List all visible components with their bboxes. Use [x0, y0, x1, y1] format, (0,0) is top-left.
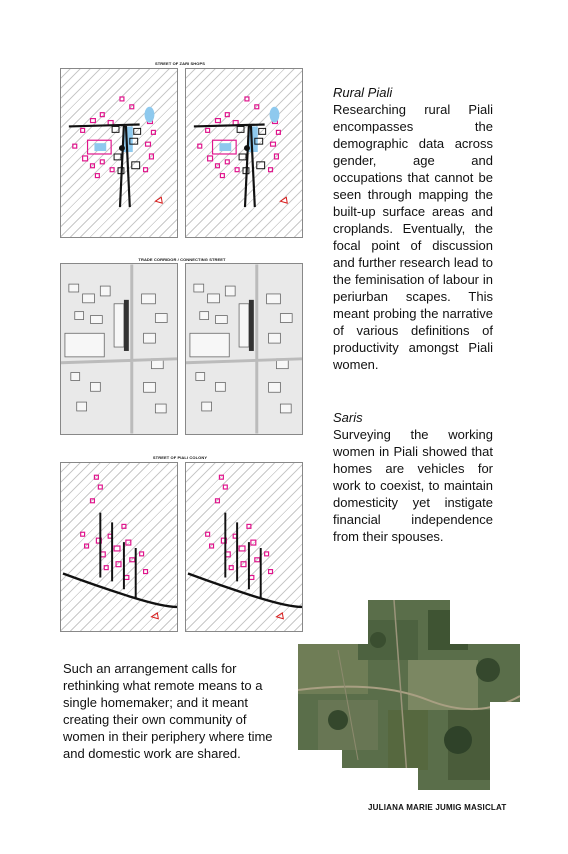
trade-map-1 [61, 264, 177, 434]
map-panel-zari-2 [185, 68, 303, 238]
colony-map-2 [186, 463, 302, 631]
map-panel-trade-2 [185, 263, 303, 435]
section-saris [333, 409, 493, 545]
zari-map-2 [186, 69, 302, 237]
section-heading: Saris [333, 410, 363, 425]
trade-map-2 [186, 264, 302, 434]
map-panel-zari-1 [60, 68, 178, 238]
zari-map-1 [61, 69, 177, 237]
caption-row2: TRADE CORRIDOR / CONNECTING STREET [138, 257, 226, 262]
aerial-photo [298, 600, 520, 790]
colony-map-1 [61, 463, 177, 631]
map-panel-colony-1 [60, 462, 178, 632]
section-heading: Rural Piali [333, 85, 393, 100]
aerial-photo-image [298, 600, 520, 790]
bottom-paragraph: Such an arrangement calls for rethinking what remote means to a single homemaker; and it meant creating their own community of women in their periphery where time and domestic work are shared. [63, 661, 273, 761]
author-credit: JULIANA MARIE JUMIG MASICLAT [368, 803, 507, 812]
caption-row1: STREET OF ZARI SHOPS [154, 61, 205, 66]
map-panel-trade-1 [60, 263, 178, 435]
section-body: Researching rural Piali encompasses the demographic data across gender, age and occupations that cannot be seen through mapping the built-up surface areas and croplands. Eventually, the focal point of discussion and further research lead to the feminisation of labour in periurban scapes. This meant probing the narrative of various definitions of productivity amongst Piali women. [333, 102, 493, 372]
section-body: Surveying the working women in Piali showed that homes are vehicles for work to coexist, to maintain domesticity yet instigate financial independence from their spouses. [333, 427, 493, 544]
caption-row3: STREET OF PIALI COLONY [152, 455, 208, 460]
section-rural-piali [333, 84, 493, 373]
map-panel-colony-2 [185, 462, 303, 632]
